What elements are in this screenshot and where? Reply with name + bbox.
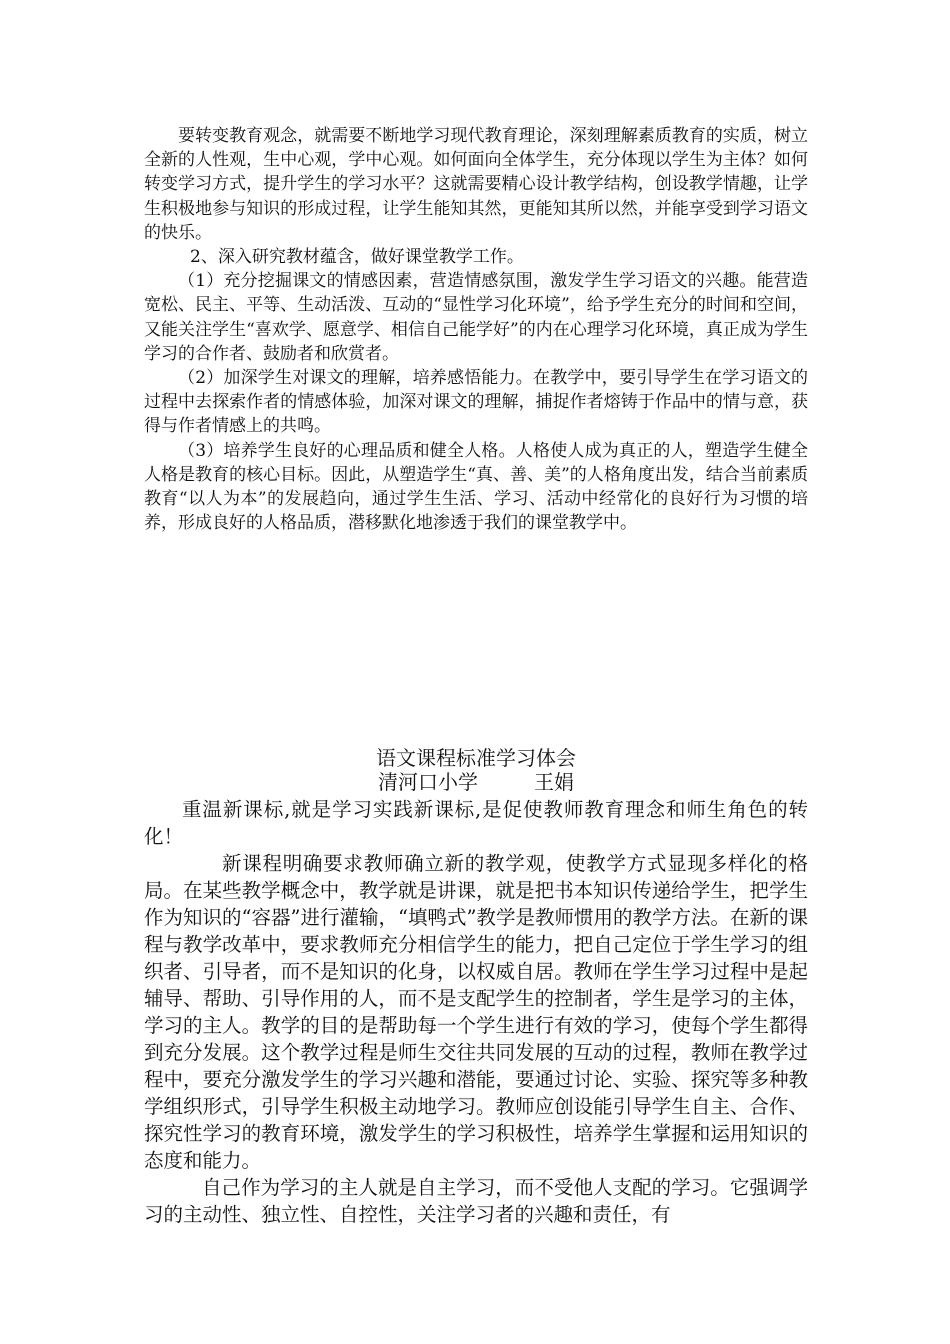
article — [144, 746, 808, 1228]
article-paragraph-1: 重温新课标,就是学习实践新课标,是促使教师教育理念和师生角色的转化！ — [144, 798, 808, 848]
intro-paragraph: 要转变教育观念，就需要不断地学习现代教育理论，深刻理解素质教育的实质，树立全新的人性观，生中心观，学中心观。如何面向全体学生，充分体现以学生为主体？如何转变学习方式，提升学生的学习水平？这就需要精心设计教学结构，创设教学情趣，让学生积极地参与知识的形成过程，让学生能知其然，更能知其所以然，并能享受到学习语文的快乐。 — [144, 126, 808, 243]
sub-item-2: （2）加深学生对课文的理解，培养感悟能力。在教学中，要引导学生在学习语文的过程中去探索作者的情感体验，加深对课文的理解，捕捉作者熔铸于作品中的情与意，获得与作者情感上的共鸣。 — [144, 368, 808, 437]
author-name: 王娟 — [534, 770, 574, 794]
article-title: 语文课程标准学习体会 — [376, 746, 576, 770]
byline — [144, 770, 808, 794]
article-paragraph-2: 新课程明确要求教师确立新的教学观，使教学方式显现多样化的格局。在某些教学概念中，教学就是讲课，就是把书本知识传递给学生，把学生作为知识的“容器”进行灌输，“填鸭式”教学是教师惯用的教学方法。在新的课程与教学改革中，要求教师充分相信学生的能力，把自己定位于学生学习的组织者、引导者，而不是知识的化身，以权威自居。教师在学生学习过程中是起辅导、帮助、引导作用的人，而不是支配学生的控制者，学生是学习的主体，学习的主人。教学的目的是帮助每一个学生进行有效的学习，使每个学生都得到充分发展。这个教学过程是师生交往共同发展的互动的过程，教师在教学过程中，要充分激发学生的学习兴趣和潜能，要通过讨论、实验、探究等多种教学组织形式，引导学生积极主动地学习。教师应创设能引导学生自主、合作、探究性学习的教育环境，激发学生的学习积极性，培养学生掌握和运用知识的态度和能力。 — [144, 852, 808, 1172]
article-paragraph-3: 自己作为学习的主人就是自主学习，而不受他人支配的学习。它强调学习的主动性、独立性、自控性，关注学习者的兴趣和责任，有 — [144, 1176, 808, 1226]
item-2-heading: 2、深入研究教材蕴含，做好课堂教学工作。 — [190, 247, 524, 268]
continued-section — [144, 124, 808, 535]
sub-item-3: （3）培养学生良好的心理品质和健全人格。人格使人成为真正的人，塑造学生健全人格是教育的核心目标。因此，从塑造学生“真、善、美”的人格角度出发，结合当前素质教育“以人为本”的发展趋向，通过学生生活、学习、活动中经常化的良好行为习惯的培养，形成良好的人格品质，潜移默化地渗透于我们的课堂教学中。 — [144, 440, 808, 534]
school-name: 清河口小学 — [378, 770, 478, 794]
sub-item-1: （1）充分挖掘课文的情感因素，营造情感氛围，激发学生学习语文的兴趣。能营造宽松、民主、平等、生动活泼、互动的“显性学习化环境”，给予学生充分的时间和空间，又能关注学生“喜欢学、愿意学、相信自己能学好”的内在心理学习化环境，真正成为学生学习的合作者、鼓励者和欣赏者。 — [144, 271, 808, 364]
